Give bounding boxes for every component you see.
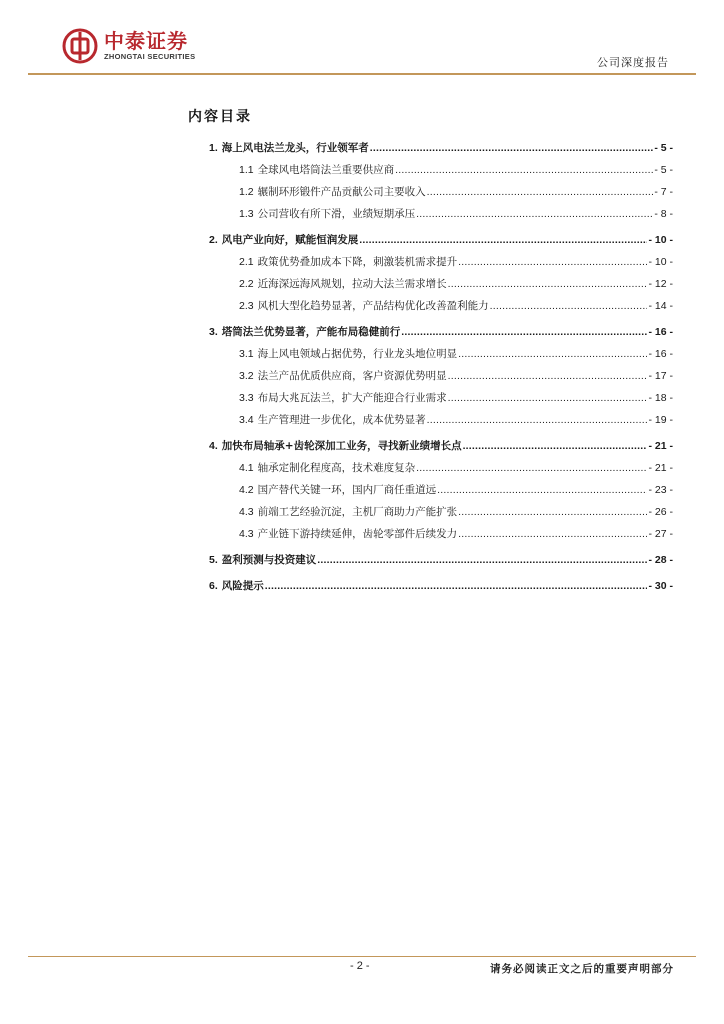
toc-subsection-entry[interactable] xyxy=(209,504,673,526)
page-number: - 2 - xyxy=(350,960,370,972)
toc-entry-label xyxy=(209,324,400,339)
toc-entry-text: 国产替代关键一环，国内厂商任重道远 xyxy=(257,484,437,496)
toc-entry-number: 2. xyxy=(209,234,218,246)
brand-logo xyxy=(62,28,195,64)
toc-subsection-entry[interactable] xyxy=(209,206,673,228)
toc-section-entry[interactable] xyxy=(209,232,673,254)
toc-dot-leader xyxy=(448,392,648,404)
toc-entry-text: 全球风电塔筒法兰重要供应商 xyxy=(257,164,395,176)
toc-entry-label xyxy=(239,346,457,361)
toc-page-number: - 8 - xyxy=(654,208,673,220)
toc-page-number: - 10 - xyxy=(648,234,673,246)
toc-entry-text: 布局大兆瓦法兰，扩大产能迎合行业需求 xyxy=(257,392,447,404)
toc-dot-leader xyxy=(416,462,647,474)
toc-entry-number: 1.3 xyxy=(239,208,254,220)
toc-entry-number: 4.3 xyxy=(239,528,254,540)
toc-page-number: - 21 - xyxy=(648,440,673,452)
toc-entry-text: 风机大型化趋势显著，产品结构优化改善盈利能力 xyxy=(257,300,489,312)
toc-subsection-entry[interactable] xyxy=(209,254,673,276)
toc-dot-leader xyxy=(427,414,648,426)
toc-entry-text: 风险提示 xyxy=(221,580,264,592)
toc-entry-text: 法兰产品优质供应商，客户资源优势明显 xyxy=(257,370,447,382)
toc-entry-text: 公司营收有所下滑，业绩短期承压 xyxy=(257,208,416,220)
brand-name-cn: 中泰证券 xyxy=(104,29,188,53)
toc-page-number: - 28 - xyxy=(648,554,673,566)
toc-entry-label xyxy=(239,526,457,541)
toc-page-number: - 12 - xyxy=(648,278,673,290)
toc-entry-number: 5. xyxy=(209,554,218,566)
toc-entry-label xyxy=(209,140,369,155)
toc-page-number: - 18 - xyxy=(648,392,673,404)
toc-page-number: - 5 - xyxy=(654,164,673,176)
toc-page-number: - 26 - xyxy=(648,506,673,518)
toc-entry-label xyxy=(209,232,358,247)
toc-entry-number: 3.4 xyxy=(239,414,254,426)
toc-subsection-entry[interactable] xyxy=(209,390,673,412)
toc-subsection-entry[interactable] xyxy=(209,276,673,298)
toc-entry-number: 1.1 xyxy=(239,164,254,176)
toc-entry-text: 海上风电法兰龙头，行业领军者 xyxy=(221,142,369,154)
zhongtai-logo-icon xyxy=(62,28,98,64)
table-of-contents xyxy=(209,140,673,600)
toc-entry-text: 近海深远海风规划，拉动大法兰需求增长 xyxy=(257,278,447,290)
toc-page-number: - 16 - xyxy=(648,348,673,360)
toc-page-number: - 10 - xyxy=(648,256,673,268)
toc-entry-number: 4.1 xyxy=(239,462,254,474)
toc-entry-text: 产业链下游持续延伸，齿轮零部件后续发力 xyxy=(257,528,458,540)
toc-entry-number: 6. xyxy=(209,580,218,592)
toc-entry-text: 塔筒法兰优势显著，产能布局稳健前行 xyxy=(221,326,401,338)
toc-entry-label xyxy=(239,206,415,221)
toc-section-entry[interactable] xyxy=(209,140,673,162)
toc-entry-number: 1.2 xyxy=(239,186,254,198)
toc-entry-number: 2.3 xyxy=(239,300,254,312)
toc-entry-text: 政策优势叠加成本下降，刺激装机需求提升 xyxy=(257,256,458,268)
toc-entry-number: 4.2 xyxy=(239,484,254,496)
toc-section-entry[interactable] xyxy=(209,438,673,460)
header-divider xyxy=(28,73,696,75)
toc-entry-text: 盈利预测与投资建议 xyxy=(221,554,317,566)
toc-page-number: - 5 - xyxy=(654,142,673,154)
toc-entry-label xyxy=(239,412,426,427)
toc-entry-number: 3.1 xyxy=(239,348,254,360)
disclaimer-text: 请务必阅读正文之后的重要声明部分 xyxy=(490,963,674,975)
toc-subsection-entry[interactable] xyxy=(209,162,673,184)
toc-page-number: - 19 - xyxy=(648,414,673,426)
toc-dot-leader xyxy=(401,326,647,338)
toc-dot-leader xyxy=(317,554,647,566)
toc-entry-label xyxy=(209,578,264,593)
toc-entry-text: 前端工艺经验沉淀，主机厂商助力产能扩张 xyxy=(257,506,458,518)
toc-entry-label xyxy=(239,184,426,199)
toc-dot-leader xyxy=(416,208,653,220)
toc-entry-label xyxy=(239,504,457,519)
toc-entry-text: 生产管理进一步优化，成本优势显著 xyxy=(257,414,426,426)
toc-entry-number: 1. xyxy=(209,142,218,154)
toc-subsection-entry[interactable] xyxy=(209,298,673,320)
toc-entry-label xyxy=(239,482,436,497)
toc-entry-number: 3.2 xyxy=(239,370,254,382)
toc-dot-leader xyxy=(359,234,647,246)
toc-dot-leader xyxy=(437,484,647,496)
toc-entry-label xyxy=(239,390,447,405)
toc-dot-leader xyxy=(448,370,648,382)
toc-entry-label xyxy=(209,552,316,567)
footer-divider xyxy=(28,956,696,957)
toc-page-number: - 23 - xyxy=(648,484,673,496)
toc-dot-leader xyxy=(458,506,647,518)
toc-page-number: - 17 - xyxy=(648,370,673,382)
toc-page-number: - 7 - xyxy=(654,186,673,198)
toc-subsection-entry[interactable] xyxy=(209,482,673,504)
toc-title: 内容目录 xyxy=(188,109,252,125)
toc-entry-text: 轴承定制化程度高，技术难度复杂 xyxy=(257,462,416,474)
toc-page-number: - 27 - xyxy=(648,528,673,540)
toc-section-entry[interactable] xyxy=(209,324,673,346)
toc-entry-text: 海上风电领域占据优势，行业龙头地位明显 xyxy=(257,348,458,360)
toc-entry-label xyxy=(239,368,447,383)
toc-entry-number: 4. xyxy=(209,440,218,452)
toc-entry-label xyxy=(239,162,394,177)
page-header xyxy=(0,0,724,80)
toc-entry-label xyxy=(239,298,489,313)
toc-dot-leader xyxy=(370,142,654,154)
toc-page-number: - 14 - xyxy=(648,300,673,312)
toc-entry-text: 加快布局轴承+齿轮深加工业务，寻找新业绩增长点 xyxy=(221,440,462,452)
report-type-label: 公司深度报告 xyxy=(597,56,669,69)
toc-subsection-entry[interactable] xyxy=(209,184,673,206)
toc-entry-number: 4.3 xyxy=(239,506,254,518)
toc-page-number: - 21 - xyxy=(648,462,673,474)
toc-entry-label xyxy=(239,460,415,475)
toc-page-number: - 30 - xyxy=(648,580,673,592)
toc-section-entry[interactable] xyxy=(209,552,673,574)
toc-entry-number: 2.2 xyxy=(239,278,254,290)
brand-name-en: ZHONGTAI SECURITIES xyxy=(104,52,196,61)
toc-dot-leader xyxy=(395,164,653,176)
toc-entry-number: 3. xyxy=(209,326,218,338)
toc-entry-number: 2.1 xyxy=(239,256,254,268)
toc-section-entry[interactable] xyxy=(209,578,673,600)
toc-dot-leader xyxy=(427,186,654,198)
toc-subsection-entry[interactable] xyxy=(209,368,673,390)
toc-dot-leader xyxy=(458,528,647,540)
toc-entry-text: 风电产业向好，赋能恒润发展 xyxy=(221,234,359,246)
toc-dot-leader xyxy=(463,440,648,452)
toc-dot-leader xyxy=(458,256,647,268)
toc-entry-label xyxy=(239,254,457,269)
toc-subsection-entry[interactable] xyxy=(209,460,673,482)
toc-subsection-entry[interactable] xyxy=(209,346,673,368)
toc-page-number: - 16 - xyxy=(648,326,673,338)
toc-entry-number: 3.3 xyxy=(239,392,254,404)
toc-dot-leader xyxy=(265,580,648,592)
toc-entry-label xyxy=(239,276,447,291)
toc-dot-leader xyxy=(448,278,648,290)
toc-dot-leader xyxy=(458,348,647,360)
toc-dot-leader xyxy=(490,300,648,312)
toc-entry-text: 辗制环形锻件产品贡献公司主要收入 xyxy=(257,186,426,198)
toc-subsection-entry[interactable] xyxy=(209,526,673,548)
toc-entry-label xyxy=(209,438,462,453)
toc-subsection-entry[interactable] xyxy=(209,412,673,434)
